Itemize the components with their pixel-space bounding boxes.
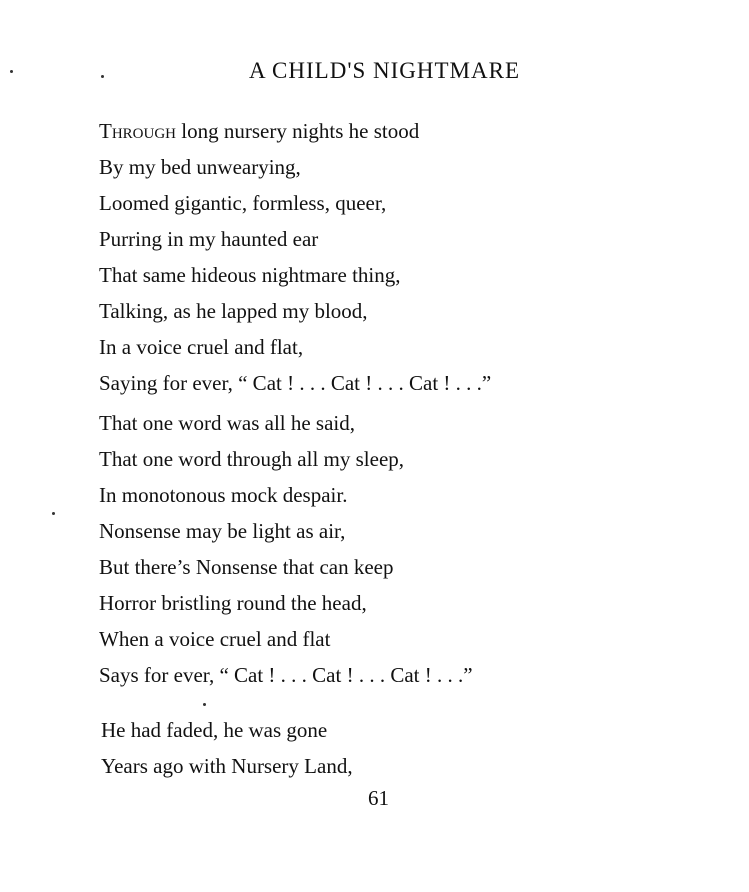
poem-line: By my bed unwearying, [99,155,301,179]
poem-line: Years ago with Nursery Land, [101,754,353,778]
poem-line: Nonsense may be light as air, [99,519,346,543]
stanza-3 [101,712,353,784]
poem-line: Talking, as he lapped my blood, [99,299,368,323]
poem-line: In monotonous mock despair. [99,483,348,507]
poem-title: A CHILD'S NIGHTMARE [248,58,521,83]
poem-line: Loomed gigantic, formless, queer, [99,191,387,215]
poem-line: Horror bristling round the head, [99,591,367,615]
poem-line: When a voice cruel and flat [99,627,331,651]
poem-line: That same hideous nightmare thing, [99,263,401,287]
poem-line: He had faded, he was gone [101,718,328,742]
poem-line: In a voice cruel and flat, [99,335,304,359]
poem-line: Purring in my haunted ear [99,227,319,251]
poem-line [99,113,491,149]
stanza-1 [99,113,491,401]
poem-line: Saying for ever, “ Cat ! . . . Cat ! . . . Cat ! . . .” [99,371,492,395]
poem-line: That one word was all he said, [99,411,356,435]
scan-speck [52,512,55,515]
page-number: 61 [368,786,389,810]
scan-speck [203,703,206,706]
first-word-small-caps: Through [99,119,176,143]
poem-line: That one word through all my sleep, [99,447,405,471]
first-line-rest: long nursery nights he stood [176,119,420,143]
poem-line: Says for ever, “ Cat ! . . . Cat ! . . . Cat ! . . .” [99,663,473,687]
poem-line: But there’s Nonsense that can keep [99,555,394,579]
stanza-2 [99,405,473,693]
